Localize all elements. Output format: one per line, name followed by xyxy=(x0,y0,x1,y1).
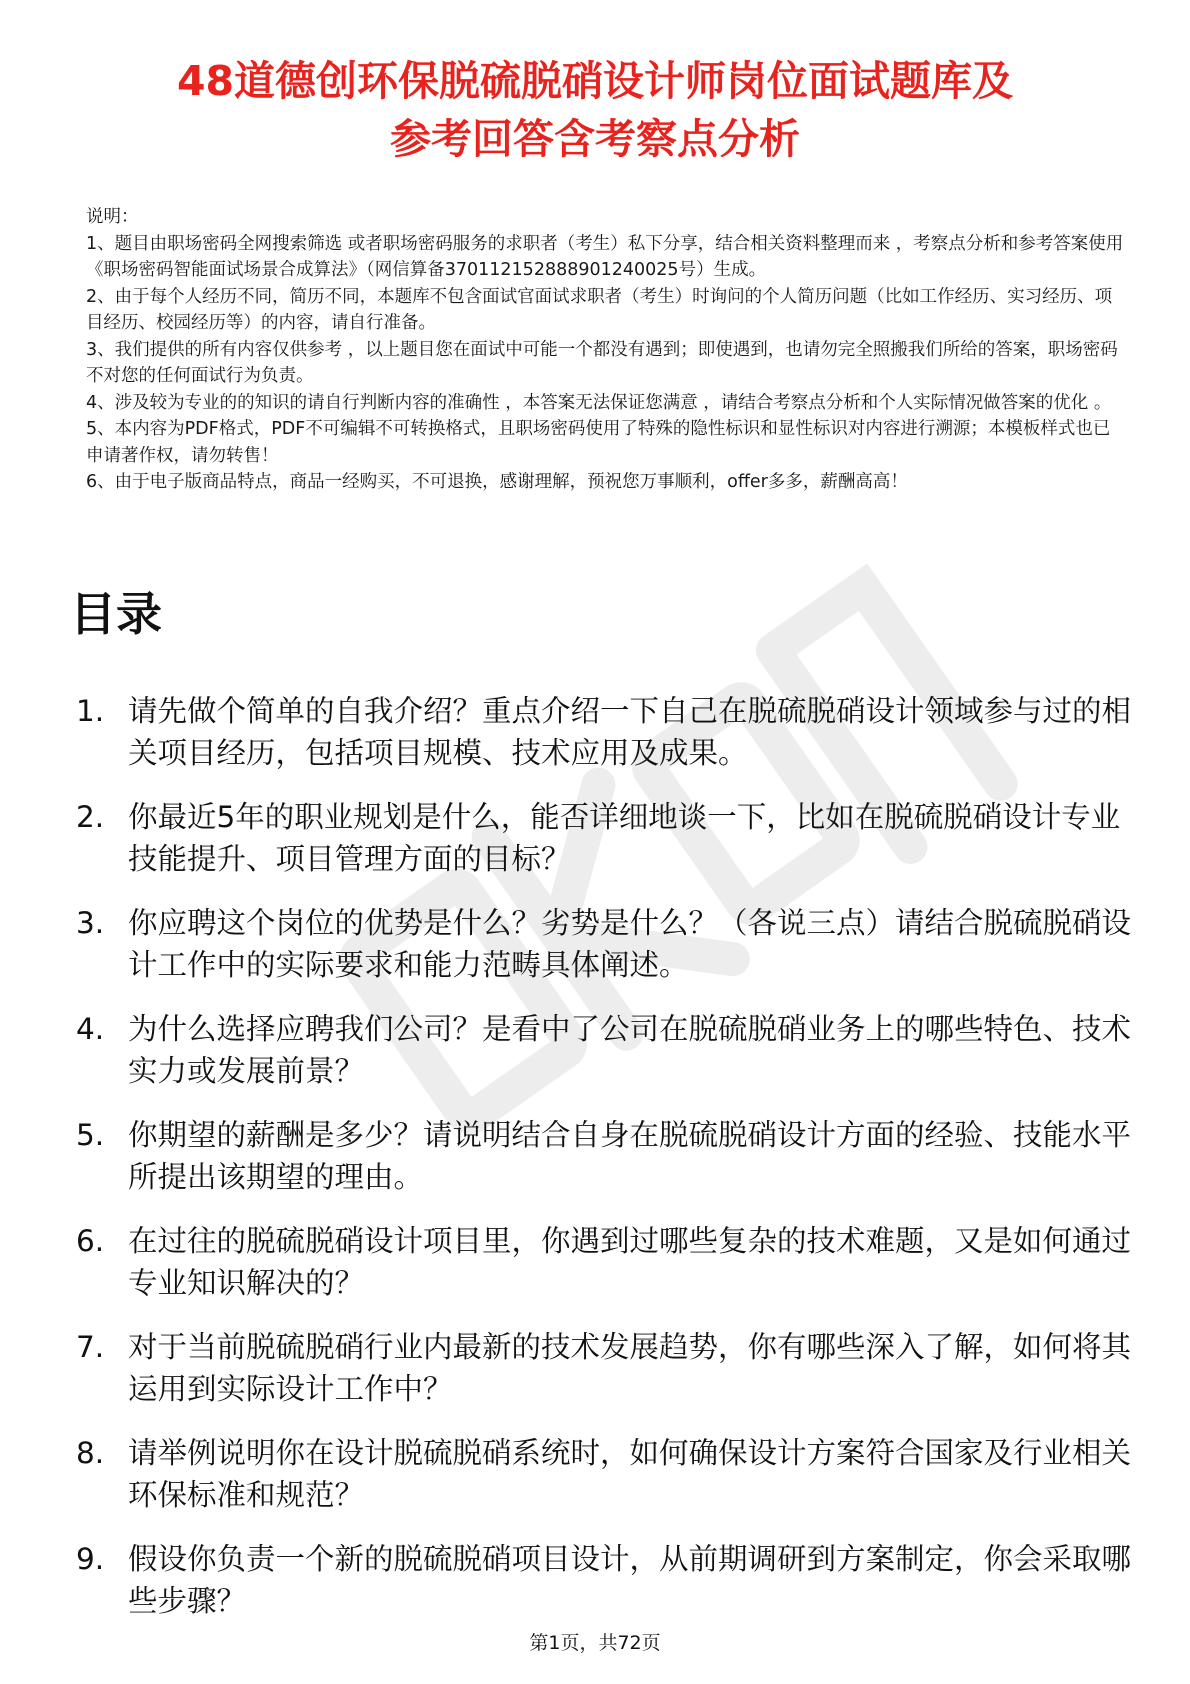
notes-heading: 说明： xyxy=(86,207,139,227)
toc-item-text: 你应聘这个岗位的优势是什么？劣势是什么？（各说三点）请结合脱硫脱硝设计工作中的实际要求和能力范畴具体阐述。 xyxy=(128,906,1132,982)
toc-item[interactable] xyxy=(76,1326,1136,1410)
title-line-1: 48道德创环保脱硫脱硝设计师岗位面试题库及 xyxy=(176,57,1014,105)
toc-item-text: 对于当前脱硫脱硝行业内最新的技术发展趋势，你有哪些深入了解，如何将其运用到实际设计工作中？ xyxy=(128,1330,1132,1406)
toc-item-text: 在过往的脱硫脱硝设计项目里，你遇到过哪些复杂的技术难题，又是如何通过专业知识解决的？ xyxy=(128,1224,1132,1300)
toc-item[interactable] xyxy=(76,1538,1136,1622)
page-footer: 第1页，共72页 xyxy=(529,1632,661,1654)
toc-item-text: 为什么选择应聘我们公司？是看中了公司在脱硫脱硝业务上的哪些特色、技术实力或发展前景？ xyxy=(128,1012,1132,1088)
document-title xyxy=(60,52,1130,168)
toc-item-text: 假设你负责一个新的脱硫脱硝项目设计，从前期调研到方案制定，你会采取哪些步骤？ xyxy=(128,1542,1132,1618)
toc-item-number: 9. xyxy=(76,1542,105,1576)
note-item: 4、涉及较为专业的的知识的请自行判断内容的准确性 ，本答案无法保证您满意 ，请结合考察点分析和个人实际情况做答案的优化 。 xyxy=(86,392,1112,413)
toc-item[interactable] xyxy=(76,1008,1136,1092)
toc-heading: 目录 xyxy=(70,587,162,641)
toc-item-text: 请举例说明你在设计脱硫脱硝系统时，如何确保设计方案符合国家及行业相关环保标准和规范？ xyxy=(128,1436,1132,1512)
toc-item-text: 你最近5年的职业规划是什么，能否详细地谈一下，比如在脱硫脱硝设计专业技能提升、项目管理方面的目标？ xyxy=(128,800,1121,876)
toc-item-number: 3. xyxy=(76,906,105,940)
note-item: 3、我们提供的所有内容仅供参考 ，以上题目您在面试中可能一个都没有遇到；即使遇到，也请勿完全照搬我们所给的答案，职场密码不对您的任何面试行为负责。 xyxy=(86,339,1118,386)
note-item: 6、由于电子版商品特点，商品一经购买，不可退换，感谢理解，预祝您万事顺利，offer多多，薪酬高高！ xyxy=(86,472,908,492)
toc-item-number: 7. xyxy=(76,1330,105,1364)
toc-list xyxy=(76,690,1136,1644)
note-item: 2、由于每个人经历不同，简历不同，本题库不包含面试官面试求职者（考生）时询问的个人简历问题（比如工作经历、实习经历、项目经历、校园经历等）的内容，请自行准备。 xyxy=(86,286,1113,333)
toc-item[interactable] xyxy=(76,1432,1136,1516)
toc-item-text: 请先做个简单的自我介绍？重点介绍一下自己在脱硫脱硝设计领域参与过的相关项目经历，包括项目规模、技术应用及成果。 xyxy=(128,694,1132,770)
toc-item[interactable] xyxy=(76,1220,1136,1304)
title-line-2: 参考回答含考察点分析 xyxy=(390,115,800,163)
toc-item[interactable] xyxy=(76,902,1136,986)
toc-item-number: 6. xyxy=(76,1224,105,1258)
toc-item-text: 你期望的薪酬是多少？请说明结合自身在脱硫脱硝设计方面的经验、技能水平所提出该期望的理由。 xyxy=(128,1118,1132,1194)
toc-item-number: 4. xyxy=(76,1012,105,1046)
toc-item-number: 5. xyxy=(76,1118,105,1152)
toc-item[interactable] xyxy=(76,690,1136,774)
notes-section xyxy=(86,204,1126,496)
toc-item-number: 2. xyxy=(76,800,105,834)
toc-item[interactable] xyxy=(76,1114,1136,1198)
note-item: 1、题目由职场密码全网搜索筛选 或者职场密码服务的求职者（考生）私下分享，结合相关资料整理而来 ，考察点分析和参考答案使用《职场密码智能面试场景合成算法》（网信算备370112152888901240025号）生成。 xyxy=(86,233,1124,280)
toc-item-number: 1. xyxy=(76,694,105,728)
toc-item-number: 8. xyxy=(76,1436,105,1470)
toc-item[interactable] xyxy=(76,796,1136,880)
note-item: 5、本内容为PDF格式，PDF不可编辑不可转换格式，且职场密码使用了特殊的隐性标识和显性标识对内容进行溯源；本模板样式也已申请著作权，请勿转售！ xyxy=(86,419,1111,466)
